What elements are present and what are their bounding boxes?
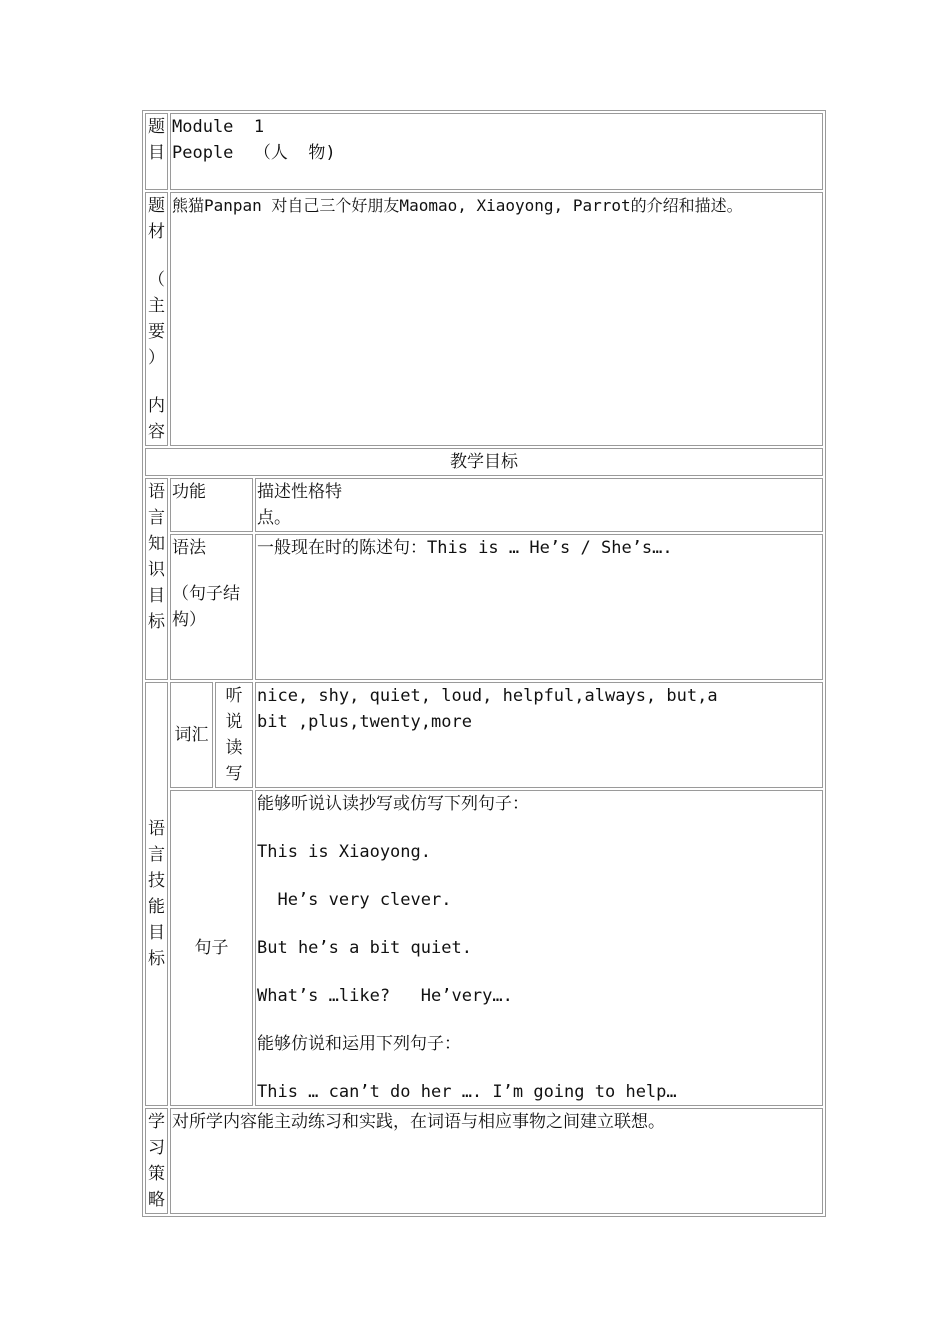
vocab-words — [255, 682, 823, 788]
vocab-label: 词汇 — [170, 682, 213, 788]
vocab-row — [145, 682, 823, 788]
vocab-skills-text: 听 说 读 写 — [225, 686, 243, 784]
title-label — [145, 113, 168, 190]
title-line-2: People （人 物) — [172, 143, 336, 163]
knowledge-label-text: 语 言 知 识 目 标 — [148, 482, 165, 632]
topic-text: 熊猫Panpan 对自己三个好朋友Maomao, Xiaoyong, Parrot的介绍和描述。 — [170, 192, 823, 446]
sentence-item: 能够听说认读抄写或仿写下列句子： — [257, 794, 529, 814]
goals-heading-row — [145, 448, 823, 476]
function-text: 描述性格特点。 — [255, 478, 823, 532]
topic-label-a: 题 材 — [148, 196, 165, 242]
sentence-item: This … can’t do her …. I’m going to help… — [257, 1082, 677, 1102]
knowledge-label — [145, 478, 168, 680]
sentence-item: But he’s a bit quiet. — [257, 938, 472, 958]
sentence-item: What’s …like? He’very…. — [257, 986, 513, 1006]
vocab-line-1: nice, shy, quiet, loud, helpful,always, but,a — [257, 686, 718, 706]
skills-label — [145, 682, 168, 1106]
strategy-label-text: 学 习 策 略 — [148, 1112, 165, 1210]
topic-label-b: （ 主 要 ） — [148, 270, 165, 368]
skills-label-text: 语 言 技 能 目 标 — [148, 819, 165, 969]
function-row — [145, 478, 823, 532]
lesson-plan-table — [142, 110, 826, 1217]
topic-label — [145, 192, 168, 446]
sentence-label: 句子 — [170, 790, 253, 1106]
goals-heading: 教学目标 — [145, 448, 823, 476]
topic-label-c: 内 容 — [148, 396, 165, 442]
sentence-row — [145, 790, 823, 1106]
sentence-item: This is Xiaoyong. — [257, 842, 431, 862]
grammar-row — [145, 534, 823, 680]
grammar-label — [170, 534, 253, 680]
strategy-label — [145, 1108, 168, 1214]
title-label-text: 题 目 — [148, 117, 165, 163]
strategy-text: 对所学内容能主动练习和实践，在词语与相应事物之间建立联想。 — [170, 1108, 823, 1214]
sentence-item: He’s very clever. — [257, 890, 452, 910]
grammar-label-a: 语法 — [172, 538, 206, 558]
strategy-row — [145, 1108, 823, 1214]
title-content — [170, 113, 823, 190]
title-line-1: Module 1 — [172, 117, 265, 137]
vocab-skills — [215, 682, 253, 788]
grammar-label-b: （句子结构） — [172, 584, 240, 630]
function-label: 功能 — [170, 478, 253, 532]
grammar-text: 一般现在时的陈述句：This is … He’s / She’s…. — [255, 534, 823, 680]
sentence-item: 能够仿说和运用下列句子： — [257, 1034, 461, 1054]
topic-row — [145, 192, 823, 446]
title-row — [145, 113, 823, 190]
sentence-list — [255, 790, 823, 1106]
vocab-line-2: bit ,plus,twenty,more — [257, 712, 472, 732]
